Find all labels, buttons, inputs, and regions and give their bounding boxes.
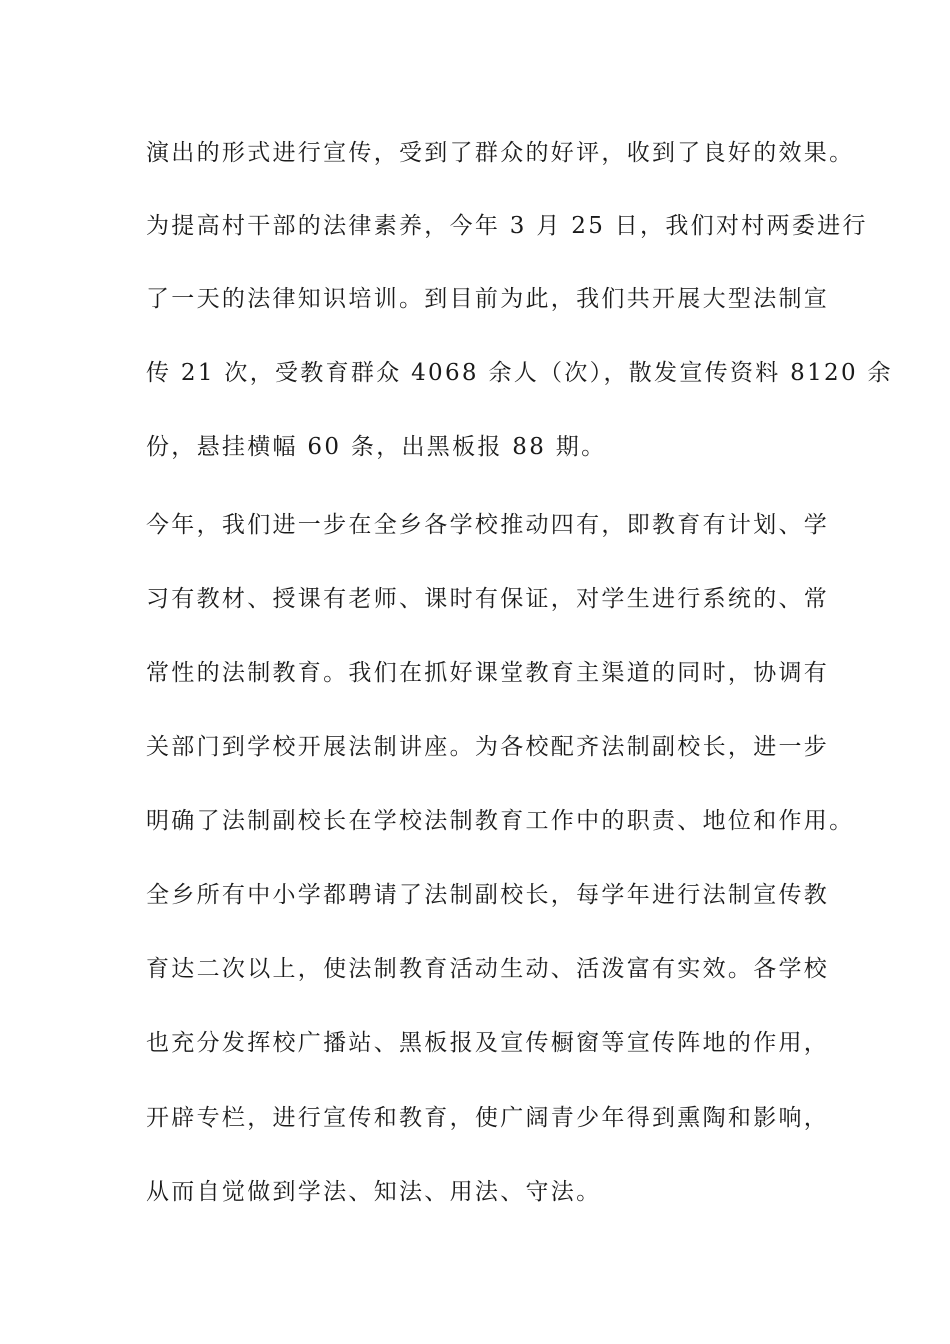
text-line: 从而自觉做到学法、知法、用法、守法。: [146, 1179, 602, 1205]
text-line: 了一天的法律知识培训。到目前为此，我们共开展大型法制宣: [146, 286, 830, 312]
text-line: 育达二次以上，使法制教育活动生动、活泼富有实效。各学校: [146, 956, 830, 982]
text-line: 为提高村干部的法律素养，今年 3 月 25 日，我们对村两委进行: [146, 213, 868, 239]
text-line: 常性的法制教育。我们在抓好课堂教育主渠道的同时，协调有: [146, 660, 830, 686]
text-line: 今年，我们进一步在全乡各学校推动四有，即教育有计划、学: [146, 512, 830, 538]
text-line: 演出的形式进行宣传，受到了群众的好评，收到了良好的效果。: [146, 140, 855, 166]
text-line: 也充分发挥校广播站、黑板报及宣传橱窗等宣传阵地的作用，: [146, 1030, 830, 1056]
text-line: 开辟专栏，进行宣传和教育，使广阔青少年得到熏陶和影响，: [146, 1105, 830, 1131]
text-line: 关部门到学校开展法制讲座。为各校配齐法制副校长，进一步: [146, 734, 830, 760]
text-line: 明确了法制副校长在学校法制教育工作中的职责、地位和作用。: [146, 808, 855, 834]
text-line: 全乡所有中小学都聘请了法制副校长，每学年进行法制宣传教: [146, 882, 830, 908]
text-line: 传 21 次，受教育群众 4068 余人（次），散发宣传资料 8120 余: [146, 360, 893, 386]
text-line: 习有教材、授课有老师、课时有保证，对学生进行系统的、常: [146, 586, 830, 612]
text-line: 份，悬挂横幅 60 条，出黑板报 88 期。: [146, 434, 607, 460]
